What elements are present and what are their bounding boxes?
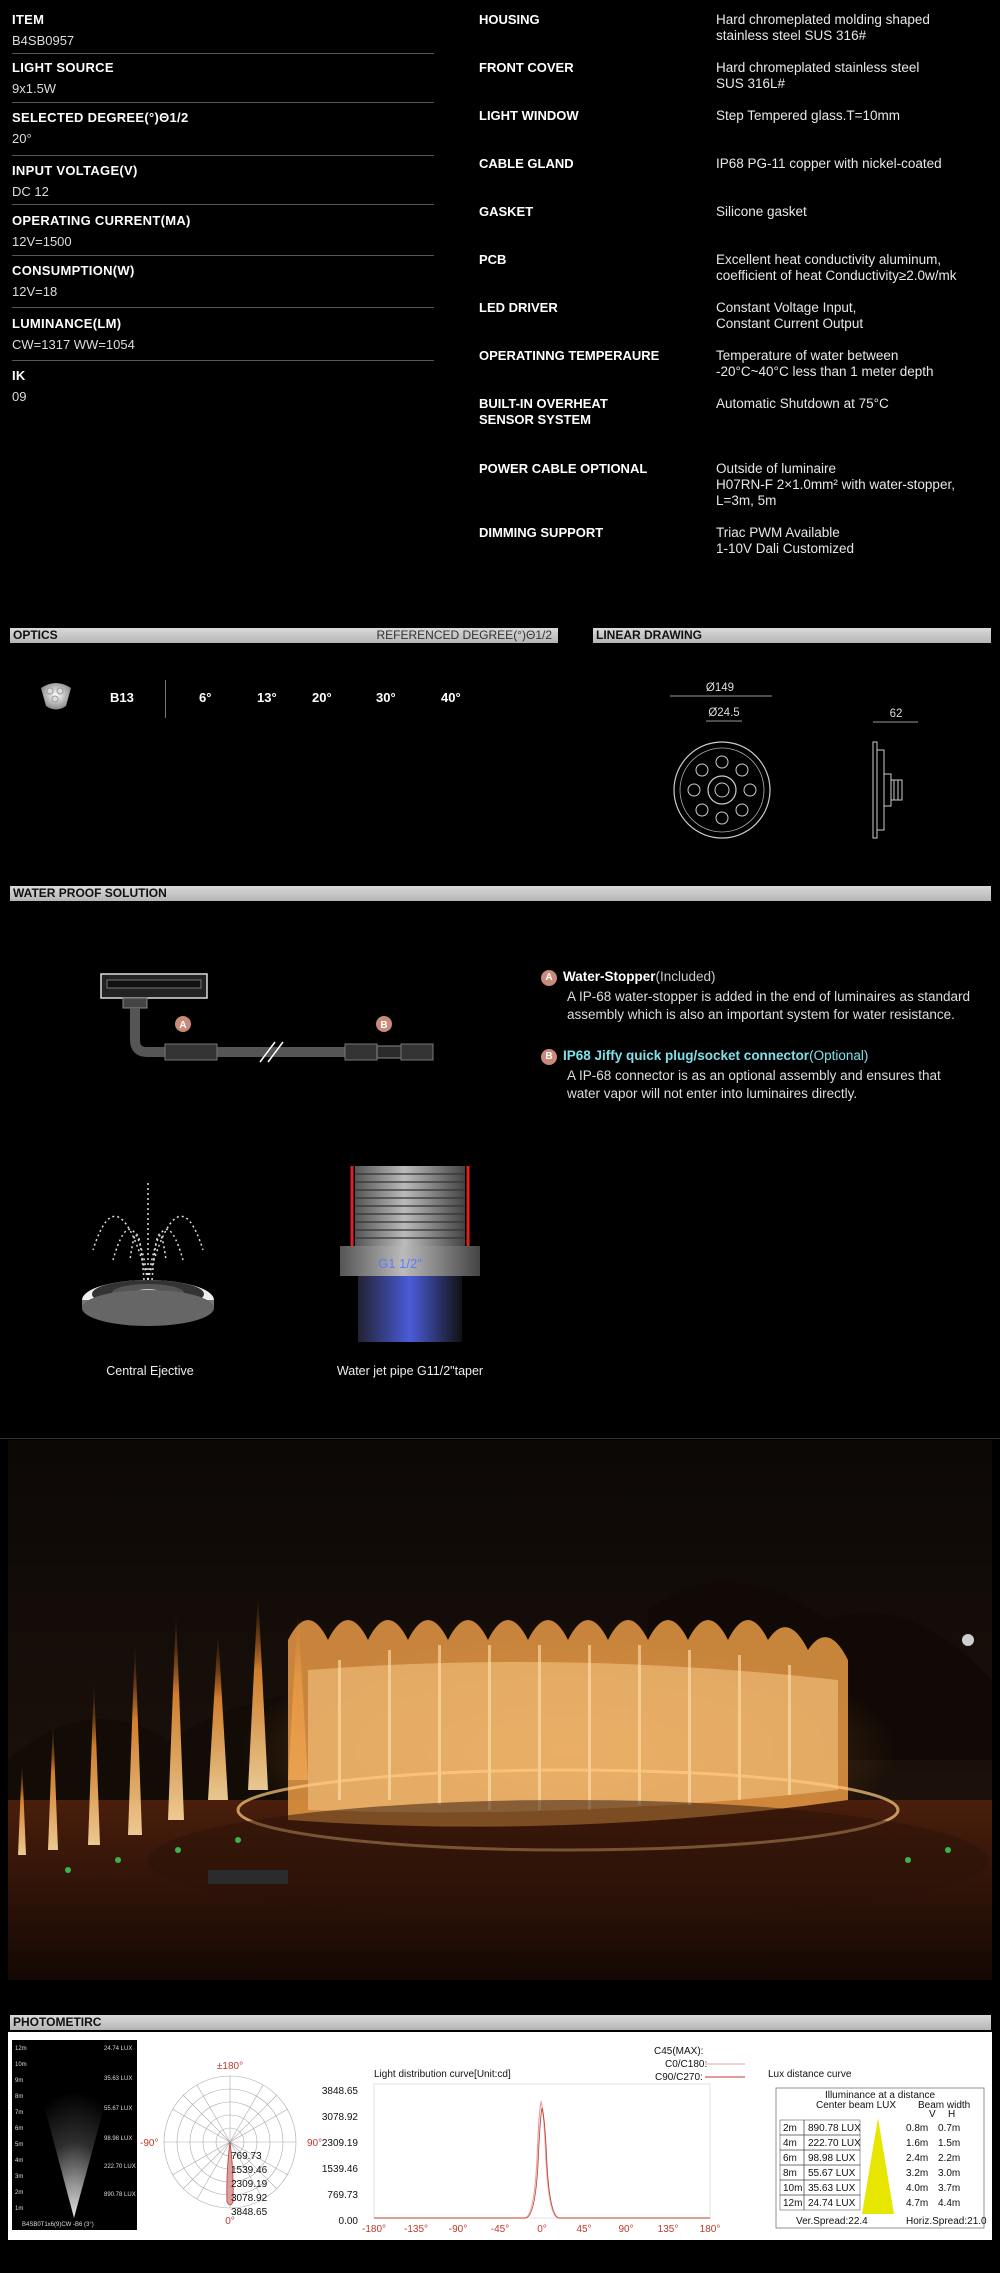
- mini-row-label: 8m: [15, 2094, 24, 2100]
- lux-distance-chart: [766, 2040, 988, 2235]
- divider: [12, 102, 434, 103]
- spec-value-line: coefficient of heat Conductivity≥2.0w/mk: [716, 268, 957, 283]
- y-tick: 0.00: [338, 2216, 358, 2227]
- legend-c90: C90/C270:: [655, 2072, 703, 2083]
- lux-head: V: [929, 2109, 936, 2120]
- y-tick: 3078.92: [321, 2112, 358, 2123]
- divider: [12, 53, 434, 54]
- mini-row-label: 9m: [15, 2078, 24, 2084]
- central-ejective-caption: Central Ejective: [106, 1364, 194, 1378]
- lux-head: Illuminance at a distance: [824, 2090, 936, 2101]
- mini-row-label: 12m: [15, 2046, 27, 2052]
- spec-value-line: Outside of luminaire: [716, 461, 837, 476]
- x-tick: 0°: [537, 2224, 547, 2235]
- photometric-title: PHOTOMETIRC: [13, 2015, 102, 2029]
- curve-c0: [374, 2102, 710, 2218]
- spec-label-line: BUILT-IN OVERHEAT: [479, 396, 608, 411]
- mini-row-label: 1m: [15, 2206, 24, 2212]
- mini-row-label: 6m: [15, 2126, 24, 2132]
- desc-line: assembly which is also an important system for water resistance.: [567, 1007, 955, 1022]
- water-stopper-desc: [541, 968, 996, 1024]
- y-tick: 2309.19: [321, 2138, 358, 2149]
- connector-desc: [541, 1047, 996, 1103]
- lux-distance: 4m: [783, 2138, 797, 2149]
- beam-v: 4.0m: [906, 2183, 929, 2194]
- badge-a: A: [541, 970, 557, 986]
- legend-head: C45(MAX):: [654, 2046, 704, 2057]
- polar-value: 769.73: [231, 2151, 262, 2162]
- referenced-degree-label: REFERENCED DEGREE(°)Θ1/2: [376, 628, 552, 642]
- spec-value: DC 12: [12, 184, 49, 199]
- connector-sub: (Optional): [809, 1048, 869, 1063]
- polar-value: 3078.92: [231, 2193, 268, 2204]
- mini-lux-label: 24.74 LUX: [104, 2046, 133, 2052]
- linear-drawing-header: [593, 628, 991, 643]
- mini-row-label: 5m: [15, 2142, 24, 2148]
- spec-item: [12, 60, 434, 96]
- x-tick: 135°: [657, 2224, 679, 2235]
- divider: [12, 155, 434, 156]
- desc-line: water vapor will not enter into luminaires directly.: [567, 1086, 858, 1101]
- spec-label: CABLE GLAND: [479, 156, 574, 171]
- spec-label: OPERATINNG TEMPERAURE: [479, 348, 660, 363]
- beam-v: 4.7m: [906, 2198, 929, 2209]
- spec-label: DIMMING SUPPORT: [479, 525, 604, 540]
- curve-c90: [374, 2108, 710, 2218]
- beam-h: 1.5m: [938, 2138, 961, 2149]
- spec-item: [12, 316, 434, 352]
- spec-value-line: Excellent heat conductivity aluminum,: [716, 252, 942, 267]
- spec-value-line: Silicone gasket: [716, 204, 807, 219]
- y-tick: 1539.46: [321, 2164, 358, 2175]
- svg-text:B: B: [380, 1020, 388, 1031]
- lux-distance: 12m: [783, 2198, 803, 2209]
- legend-c0: C0/C180:: [665, 2059, 708, 2070]
- spec-value-line: 1-10V Dali Customized: [716, 541, 855, 556]
- optics-title: OPTICS: [13, 628, 58, 642]
- mini-lux-label: 55.67 LUX: [104, 2106, 133, 2112]
- spec-value-line: Constant Current Output: [716, 316, 864, 331]
- spec-value: 12V=1500: [12, 234, 72, 249]
- x-tick: 180°: [699, 2224, 721, 2235]
- lux-value: 890.78 LUX: [808, 2123, 861, 2134]
- spec-label: HOUSING: [479, 12, 540, 27]
- optics-header: [10, 628, 558, 643]
- waterproof-header: [10, 886, 991, 901]
- spec-value-line: H07RN-F 2×1.0mm² with water-stopper,: [716, 477, 955, 492]
- x-tick: 45°: [576, 2224, 592, 2235]
- mini-row-label: 2m: [15, 2190, 24, 2196]
- water-stopper-illustration: [95, 970, 455, 1080]
- lens-code: B13: [110, 690, 134, 705]
- beam-h: 2.2m: [938, 2153, 961, 2164]
- y-tick: 769.73: [327, 2190, 358, 2201]
- lux-value: 55.67 LUX: [808, 2168, 856, 2179]
- spec-item: [12, 110, 434, 146]
- water-jet-pipe-illustration: [340, 1164, 480, 1344]
- water-stopper-sub: (Included): [655, 969, 716, 984]
- x-tick: 90°: [618, 2224, 634, 2235]
- spec-value: CW=1317 WW=1054: [12, 337, 135, 352]
- optics-divider: [165, 680, 166, 718]
- spec-value: [716, 60, 1000, 92]
- spec-value: [716, 396, 1000, 412]
- spec-value: 9x1.5W: [12, 81, 57, 96]
- mini-row-label: 3m: [15, 2174, 24, 2180]
- y-tick: 3848.65: [321, 2086, 358, 2097]
- mini-row-label: 10m: [15, 2062, 27, 2068]
- polar-value: 3848.65: [231, 2207, 268, 2218]
- spec-value: [716, 300, 1000, 332]
- desc-line: A IP-68 water-stopper is added in the end of luminaires as standard: [567, 989, 970, 1004]
- x-tick: -135°: [403, 2224, 429, 2235]
- lux-distance: 2m: [783, 2123, 797, 2134]
- spec-value: 12V=18: [12, 284, 58, 299]
- fountain-photo: [8, 1440, 992, 1980]
- spec-label: LIGHT WINDOW: [479, 108, 579, 123]
- lux-title: Lux distance curve: [768, 2069, 852, 2080]
- hor-spread: Horiz.Spread:21.0: [906, 2216, 987, 2227]
- spec-value: [716, 461, 1000, 509]
- spec-label: SELECTED DEGREE(°)Θ1/2: [12, 110, 189, 125]
- beam-h: 3.0m: [938, 2168, 961, 2179]
- spec-value-line: Hard chromeplated stainless steel: [716, 60, 920, 75]
- spec-label: POWER CABLE OPTIONAL: [479, 461, 648, 476]
- spec-value: B4SB0957: [12, 33, 75, 48]
- spec-value-line: stainless steel SUS 316#: [716, 28, 867, 43]
- curve-title: Light distribution curve[Unit:cd]: [374, 2069, 511, 2080]
- spec-value-line: Automatic Shutdown at 75°C: [716, 396, 889, 411]
- waterproof-title: WATER PROOF SOLUTION: [13, 886, 167, 900]
- spec-label: INPUT VOLTAGE(V): [12, 163, 138, 178]
- spec-label: [479, 396, 689, 428]
- linear-drawing-title: LINEAR DRAWING: [596, 628, 702, 642]
- spec-value: [716, 525, 1000, 557]
- badge-b: B: [541, 1049, 557, 1065]
- lux-value: 24.74 LUX: [808, 2198, 856, 2209]
- beam-v: 1.6m: [906, 2138, 929, 2149]
- divider: [12, 360, 434, 361]
- polar-value: 2309.19: [231, 2179, 268, 2190]
- beam-v: 3.2m: [906, 2168, 929, 2179]
- lux-value: 35.63 LUX: [808, 2183, 856, 2194]
- side-view: [873, 742, 902, 838]
- spec-value-line: SUS 316L#: [716, 76, 786, 91]
- spec-label-line: SENSOR SYSTEM: [479, 412, 591, 427]
- connector-title: IP68 Jiffy quick plug/socket connector: [563, 1048, 810, 1063]
- spec-item: [12, 263, 434, 299]
- polar-plot: [135, 2052, 335, 2232]
- spec-value-line: Triac PWM Available: [716, 525, 840, 540]
- spec-value-line: Temperature of water between: [716, 348, 899, 363]
- lux-head: H: [948, 2109, 956, 2120]
- spec-value-line: -20°C~40°C less than 1 meter depth: [716, 364, 934, 379]
- x-tick: -90°: [448, 2224, 468, 2235]
- dim-outer-diameter: Ø149: [705, 682, 735, 694]
- lux-value: 222.70 LUX: [808, 2138, 861, 2149]
- dim-inner-diameter: Ø24.5: [708, 707, 740, 719]
- polar-value: 1539.46: [231, 2165, 268, 2176]
- mini-lux-label: 98.98 LUX: [104, 2136, 133, 2142]
- spec-label: CONSUMPTION(W): [12, 263, 135, 278]
- beam-cone: [862, 2118, 894, 2214]
- lux-distance: 10m: [783, 2183, 803, 2194]
- spec-item: [12, 12, 434, 48]
- mini-caption: B4SB0T1x6(9)CW -B6 (3°): [22, 2222, 94, 2228]
- spec-value: [716, 348, 1000, 380]
- spec-value: [716, 156, 1000, 172]
- beam-v: 2.4m: [906, 2153, 929, 2164]
- lux-head: Beam width: [918, 2100, 971, 2111]
- linear-drawing: [650, 676, 930, 856]
- beam-v: 0.8m: [906, 2123, 929, 2134]
- pipe-thread-label: G1 1/2": [378, 1256, 422, 1271]
- spec-label: LED DRIVER: [479, 300, 558, 315]
- spec-value-line: Hard chromeplated molding shaped: [716, 12, 930, 27]
- ver-spread: Ver.Spread:22.4: [796, 2216, 868, 2227]
- beam-h: 4.4m: [938, 2198, 961, 2209]
- degree-option: 13°: [257, 690, 277, 705]
- spec-value-line: L=3m, 5m: [716, 493, 777, 508]
- svg-text:A: A: [179, 1020, 187, 1031]
- mini-lux-label: 890.78 LUX: [104, 2192, 136, 2198]
- water-stopper-title: Water-Stopper: [563, 969, 656, 984]
- spec-value: [716, 108, 1000, 124]
- degree-option: 40°: [441, 690, 461, 705]
- spec-label: LUMINANCE(LM): [12, 316, 122, 331]
- mini-row-label: 7m: [15, 2110, 24, 2116]
- spec-item: [12, 213, 434, 249]
- water-stopper-part: [165, 1044, 217, 1060]
- spec-value-line: Step Tempered glass.T=10mm: [716, 108, 900, 123]
- spec-value: 09: [12, 389, 27, 404]
- spec-value-line: Constant Voltage Input,: [716, 300, 857, 315]
- spec-label: IK: [12, 368, 26, 383]
- degree-option: 6°: [199, 690, 212, 705]
- spec-item: [12, 163, 434, 199]
- spec-value: [716, 12, 1000, 44]
- dim-depth: 62: [889, 708, 903, 720]
- spec-label: PCB: [479, 252, 507, 267]
- spec-value-line: IP68 PG-11 copper with nickel-coated: [716, 156, 942, 171]
- lux-value: 98.98 LUX: [808, 2153, 856, 2164]
- photometric-header: [10, 2015, 991, 2030]
- x-tick: -45°: [490, 2224, 510, 2235]
- mini-row-label: 4m: [15, 2158, 24, 2164]
- spec-value: [716, 252, 1000, 284]
- spec-item: [12, 368, 434, 404]
- central-ejective-illustration: [78, 1160, 218, 1340]
- polar-left-label: -90°: [140, 2138, 159, 2149]
- lens-icon: [38, 680, 74, 714]
- light-distribution-chart: [320, 2040, 760, 2235]
- polar-bottom-label: 0°: [225, 2216, 235, 2227]
- polar-right-label: 90°: [307, 2138, 323, 2149]
- x-tick: -180°: [361, 2224, 387, 2235]
- degree-option: 30°: [376, 690, 396, 705]
- beam-h: 3.7m: [938, 2183, 961, 2194]
- lux-distance: 8m: [783, 2168, 797, 2179]
- mini-lux-label: 222.70 LUX: [104, 2164, 136, 2170]
- spec-label: FRONT COVER: [479, 60, 574, 75]
- spec-label: LIGHT SOURCE: [12, 60, 114, 75]
- water-jet-pipe-caption: Water jet pipe G11/2"taper: [336, 1364, 484, 1378]
- spec-label: ITEM: [12, 12, 45, 27]
- beam-photo: [12, 2040, 137, 2230]
- degree-option: 20°: [312, 690, 332, 705]
- mini-lux-label: 35.63 LUX: [104, 2076, 133, 2082]
- divider: [12, 204, 434, 205]
- polar-top-label: ±180°: [216, 2061, 244, 2072]
- spec-value: 20°: [12, 131, 32, 146]
- divider: [12, 307, 434, 308]
- spec-label: OPERATING CURRENT(MA): [12, 213, 191, 228]
- lux-distance: 6m: [783, 2153, 797, 2164]
- beam-h: 0.7m: [938, 2123, 961, 2134]
- desc-line: A IP-68 connector is as an optional assembly and ensures that: [567, 1068, 941, 1083]
- spec-label: GASKET: [479, 204, 534, 219]
- spec-value: [716, 204, 1000, 220]
- divider: [12, 255, 434, 256]
- lux-head: Center beam LUX: [816, 2100, 897, 2111]
- photo-divider: [0, 1438, 1000, 1439]
